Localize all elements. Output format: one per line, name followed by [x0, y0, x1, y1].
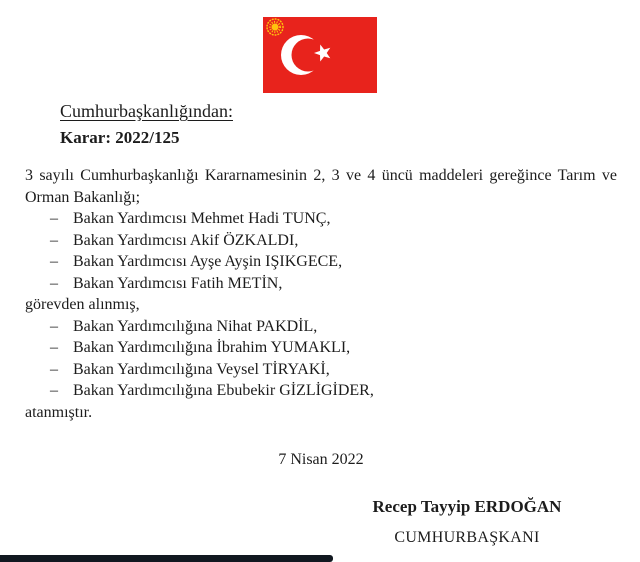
list-item-text: Bakan Yardımcısı Ayşe Ayşin IŞIKGECE,	[73, 253, 343, 270]
dash-marker: –	[50, 317, 58, 335]
dash-marker: –	[50, 274, 58, 292]
list-item-text: Bakan Yardımcılığına Veysel TİRYAKİ,	[73, 360, 330, 378]
list-item	[25, 251, 617, 273]
decree-body	[25, 165, 617, 547]
list-item	[25, 208, 617, 230]
document-header	[60, 101, 233, 148]
dash-marker: –	[50, 210, 58, 227]
dash-marker: –	[50, 253, 58, 270]
list-item	[25, 230, 617, 252]
list-item-text: Bakan Yardımcılığına İbrahim YUMAKLI,	[73, 339, 351, 356]
list-item	[25, 273, 617, 295]
signatory-name: Recep Tayyip ERDOĞAN	[372, 496, 562, 516]
list-item-text: Bakan Yardımcılığına Nihat PAKDİL,	[73, 317, 318, 335]
dash-marker: –	[50, 382, 58, 399]
dash-marker: –	[50, 339, 58, 356]
signature-block	[347, 497, 587, 548]
bottom-progress-bar	[0, 555, 333, 562]
presidential-seal-icon	[267, 19, 283, 35]
list-item-text: Bakan Yardımcısı Mehmet Hadi TUNÇ,	[73, 210, 331, 227]
appointed-closing: atanmıştır.	[25, 403, 93, 421]
appointed-list	[25, 316, 617, 402]
list-item-text: Bakan Yardımcılığına Ebubekir GİZLİGİDER,	[73, 382, 374, 399]
list-item-text: Bakan Yardımcısı Akif ÖZKALDI,	[73, 231, 299, 249]
list-item	[25, 316, 617, 338]
issuing-authority: Cumhurbaşkanlığından:	[60, 101, 233, 121]
turkish-presidential-flag	[263, 17, 377, 93]
decree-date: 7 Nisan 2022	[278, 451, 364, 468]
decision-number: Karar: 2022/125	[60, 128, 180, 147]
dash-marker: –	[50, 360, 58, 378]
dash-marker: –	[50, 231, 58, 249]
list-item	[25, 380, 617, 402]
list-item-text: Bakan Yardımcısı Fatih METİN,	[73, 274, 283, 292]
list-item	[25, 359, 617, 381]
list-item	[25, 337, 617, 359]
dismissed-list	[25, 208, 617, 294]
intro-paragraph: 3 sayılı Cumhurbaşkanlığı Kararnamesinin 2, 3 ve 4 üncü maddeleri gereğince Tarım ve Orman Bakanlığı;	[25, 167, 617, 206]
signatory-title: CUMHURBAŞKANI	[394, 528, 540, 546]
dismissed-closing: görevden alınmış,	[25, 296, 140, 313]
